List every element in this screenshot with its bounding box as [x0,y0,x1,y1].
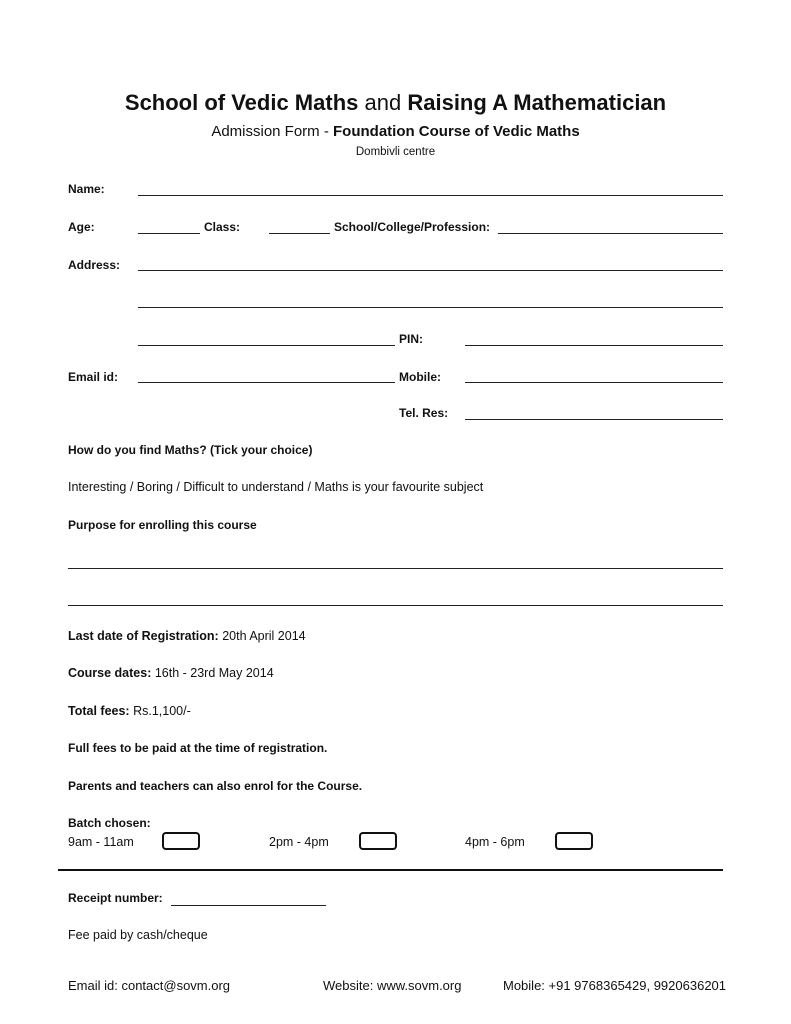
last-date-row [68,629,306,643]
address-line-3[interactable] [138,345,395,346]
pin-field-line[interactable] [465,345,723,346]
form-subtitle [0,123,791,140]
school-field-line[interactable] [498,233,723,234]
mobile-label: Mobile: [399,370,441,384]
purpose-line-1[interactable] [68,568,723,569]
fees-label: Total fees: [68,704,130,718]
subtitle-prefix: Admission Form - [211,123,333,140]
class-field-line[interactable] [269,233,330,234]
maths-question-label: How do you find Maths? (Tick your choice) [68,443,313,457]
parents-note: Parents and teachers can also enrol for the Course. [68,779,363,793]
batch-option-3-label: 4pm - 6pm [465,835,525,849]
last-date-label: Last date of Registration: [68,629,219,643]
fees-row [68,704,191,718]
purpose-label: Purpose for enrolling this course [68,518,257,532]
footer-website: Website: www.sovm.org [323,978,462,993]
receipt-field-line[interactable] [171,905,326,906]
batch-option-2-checkbox[interactable] [359,832,397,850]
course-dates-row [68,666,274,680]
name-field-line[interactable] [138,195,723,196]
address-label: Address: [68,258,121,272]
footer-email: Email id: contact@sovm.org [68,978,231,993]
address-line-2[interactable] [138,307,723,308]
fees-value: Rs.1,100/- [133,704,191,718]
batch-option-1-label: 9am - 11am [68,835,134,849]
class-label: Class: [204,220,241,234]
batch-option-1-checkbox[interactable] [162,832,200,850]
age-field-line[interactable] [138,233,200,234]
program-name: Raising A Mathematician [407,90,667,115]
form-title [0,90,791,116]
footer-mobile: Mobile: +91 9768365429, 9920636201 [503,978,727,993]
batch-label: Batch chosen: [68,816,151,830]
course-dates-value: 16th - 23rd May 2014 [154,666,274,680]
course-dates-label: Course dates: [68,666,152,680]
full-fees-note: Full fees to be paid at the time of registration. [68,741,328,755]
section-divider [58,869,723,871]
title-conjunction: and [364,90,402,115]
email-label: Email id: [68,370,119,384]
name-label: Name: [68,182,105,196]
tel-res-field-line[interactable] [465,419,723,420]
centre-name: Dombivli centre [355,146,436,158]
last-date-value: 20th April 2014 [222,629,306,643]
course-name: Foundation Course of Vedic Maths [333,123,580,140]
batch-option-3-checkbox[interactable] [555,832,593,850]
mobile-field-line[interactable] [465,382,723,383]
age-label: Age: [68,220,95,234]
purpose-line-2[interactable] [68,605,723,606]
fee-paid-note: Fee paid by cash/cheque [68,928,208,942]
receipt-label: Receipt number: [68,891,163,905]
batch-option-2-label: 2pm - 4pm [269,835,329,849]
maths-choices[interactable]: Interesting / Boring / Difficult to understand / Maths is your favourite subject [68,480,484,494]
tel-res-label: Tel. Res: [399,406,449,420]
address-line-1[interactable] [138,270,723,271]
email-field-line[interactable] [138,382,395,383]
school-label: School/College/Profession: [334,220,491,234]
pin-label: PIN: [399,332,423,346]
school-name: School of Vedic Maths [124,90,359,115]
